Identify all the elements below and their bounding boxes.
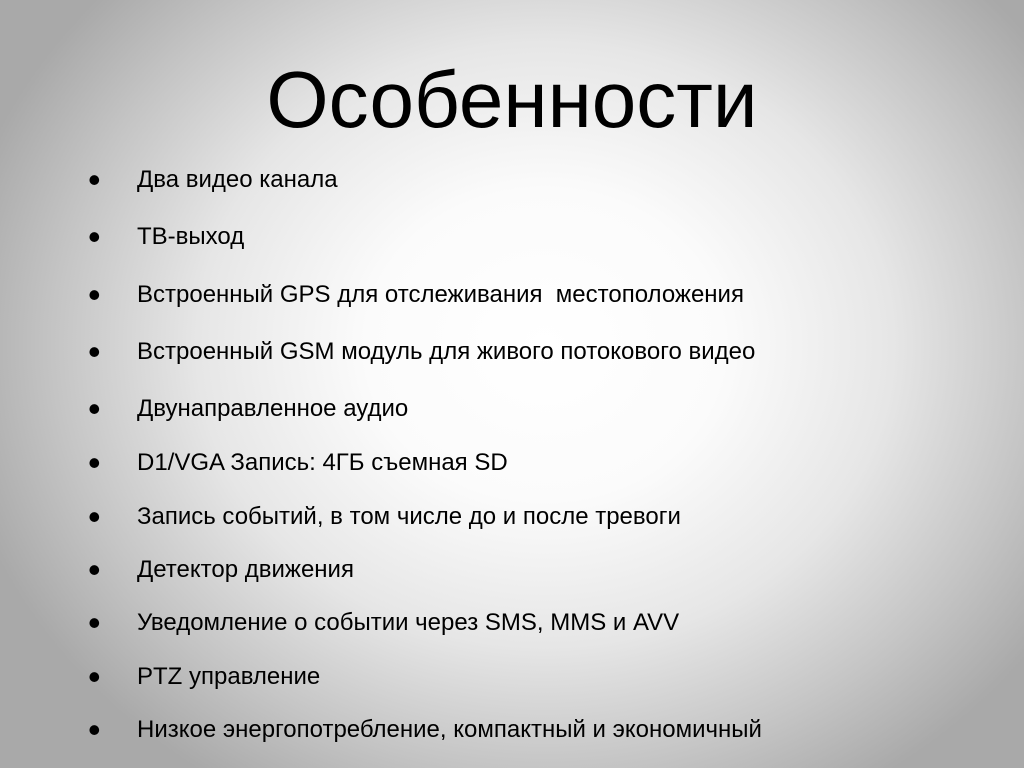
bullet-text: Детектор движения — [137, 556, 354, 583]
bullet-icon: • — [88, 274, 101, 315]
list-item — [0, 160, 1000, 200]
list-item — [0, 657, 1000, 697]
list-item — [0, 710, 1000, 750]
list-item — [0, 603, 1000, 643]
bullet-text: D1/VGA Запись: 4ГБ съемная SD — [137, 449, 508, 476]
bullet-text: Встроенный GPS для отслеживания местоположения — [137, 281, 744, 308]
bullet-text: Низкое энергопотребление, компактный и экономичный — [137, 716, 762, 743]
list-item — [0, 217, 1000, 257]
list-item — [0, 497, 1000, 537]
slide-title: Особенности — [266, 55, 758, 144]
bullet-icon: • — [88, 442, 101, 483]
bullet-text: Встроенный GSM модуль для живого потокового видео — [137, 338, 756, 365]
bullet-icon: • — [88, 216, 101, 257]
list-item — [0, 443, 1000, 483]
bullet-icon: • — [88, 388, 101, 429]
bullet-icon: • — [88, 496, 101, 537]
list-item — [0, 275, 1000, 315]
bullet-icon: • — [88, 602, 101, 643]
list-item — [0, 550, 1000, 590]
bullet-text: Два видео канала — [137, 166, 338, 193]
bullet-text: Уведомление о событии через SMS, MMS и AVV — [137, 609, 680, 636]
bullet-text: PTZ управление — [137, 663, 321, 690]
bullet-icon: • — [88, 709, 101, 750]
bullet-icon: • — [88, 331, 101, 372]
bullet-icon: • — [88, 159, 101, 200]
bullet-icon: • — [88, 656, 101, 697]
bullet-text: Запись событий, в том числе до и после тревоги — [137, 503, 681, 530]
bullet-icon: • — [88, 549, 101, 590]
bullet-text: ТВ-выход — [137, 223, 245, 250]
list-item — [0, 389, 1000, 429]
bullet-text: Двунаправленное аудио — [137, 395, 409, 422]
list-item — [0, 332, 1000, 372]
